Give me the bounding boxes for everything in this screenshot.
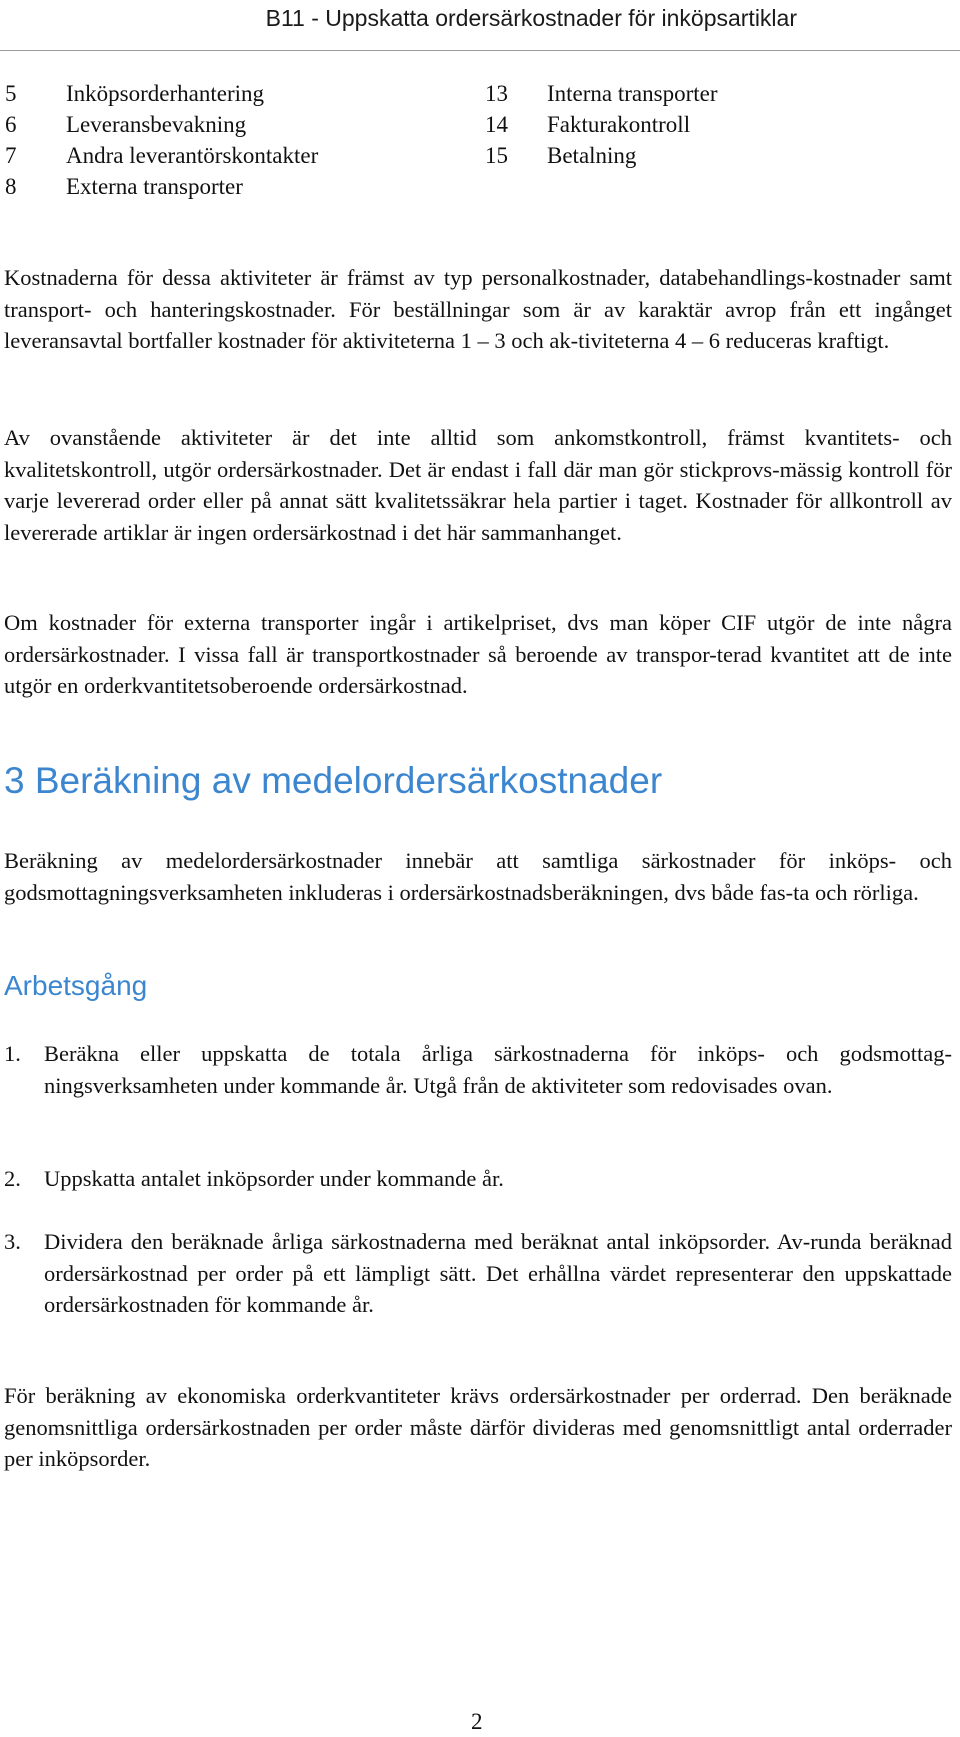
header-title: B11 - Uppskatta ordersärkostnader för inköpsartiklar <box>265 5 797 31</box>
page-number: 2 <box>471 1709 483 1734</box>
activity-number: 6 <box>5 112 17 137</box>
step-text: Uppskatta antalet inköpsorder under kommande år. <box>44 1166 504 1191</box>
activity-number: 15 <box>485 143 508 168</box>
paragraph-order-lines: För beräkning av ekonomiska orderkvantiteter krävs ordersärkostnader per orderrad. Den beräknade genomsnittliga ordersärkostnaden per order måste därför divideras med genomsnittligt antal orderrader per inköpsorder. <box>4 1383 952 1471</box>
list-item <box>485 140 718 171</box>
activity-number: 5 <box>5 81 17 106</box>
activity-label: Fakturakontroll <box>547 112 691 137</box>
activity-number: 8 <box>5 174 17 199</box>
step-number: 1. <box>4 1041 21 1066</box>
activity-label: Andra leverantörskontakter <box>66 143 319 168</box>
activity-label: Leveransbevakning <box>66 112 247 137</box>
step-text: Dividera den beräknade årliga särkostnaderna med beräknat antal inköpsorder. Av-runda beräknad ordersärkostnad per order på ett lämpligt sätt. Det erhållna värdet representerar den uppskattade ordersärkostnaden för kommande år. <box>44 1229 952 1317</box>
step-item <box>4 1226 952 1321</box>
list-item <box>485 78 718 109</box>
list-item <box>5 109 318 140</box>
activity-column-right <box>485 78 718 171</box>
list-item <box>5 78 318 109</box>
step-item <box>4 1038 952 1101</box>
activity-number: 7 <box>5 143 17 168</box>
paragraph-external-transport: Om kostnader för externa transporter ingår i artikelpriset, dvs man köper CIF utgör de inte några ordersärkostnader. I vissa fall är transportkostnader så beroende av transpor-terad kvantitet att de inte utgör en orderkvantitetsoberoende ordersärkostnad. <box>4 610 952 698</box>
step-item <box>4 1163 952 1195</box>
paragraph-arrival-control: Av ovanstående aktiviteter är det inte alltid som ankomstkontroll, främst kvantitets- och kvalitetskontroll, utgör ordersärkostnader. Det är endast i fall där man gör stickprovs-mässig kontroll för varje levererad order eller på annat sätt kvalitetssäkrar hela partier i taget. Kostnader för allkontroll av levererade artiklar är ingen ordersärkostnad i det här sammanhanget. <box>4 425 952 545</box>
list-item <box>5 171 318 202</box>
activity-number: 14 <box>485 112 508 137</box>
list-item <box>485 109 718 140</box>
subsection-heading: Arbetsgång <box>4 970 148 1001</box>
page-header <box>0 0 960 51</box>
activity-label: Externa transporter <box>66 174 243 199</box>
step-text: Beräkna eller uppskatta de totala årliga särkostnaderna för inköps- och godsmottag-ningsverksamheten under kommande år. Utgå från de aktiviteter som redovisades ovan. <box>44 1041 952 1098</box>
activity-column-left <box>5 78 318 202</box>
section-heading: 3 Beräkning av medelordersärkostnader <box>4 760 663 801</box>
activity-label: Inköpsorderhantering <box>66 81 264 106</box>
step-number: 2. <box>4 1166 21 1191</box>
list-item <box>5 140 318 171</box>
activity-label: Betalning <box>547 143 637 168</box>
activity-label: Interna transporter <box>547 81 718 106</box>
paragraph-cost-types: Kostnaderna för dessa aktiviteter är främst av typ personalkostnader, databehandlings-kostnader samt transport- och hanteringskostnader. För beställningar som är av karaktär avrop från ett ingånget leveransavtal bortfaller kostnader för aktiviteterna 1 – 3 och ak-tiviteterna 4 – 6 reduceras kraftigt. <box>4 265 952 353</box>
paragraph-average-cost: Beräkning av medelordersärkostnader innebär att samtliga särkostnader för inköps- och godsmottagningsverksamheten inkluderas i ordersärkostnadsberäkningen, dvs både fas-ta och rörliga. <box>4 848 952 905</box>
activity-number: 13 <box>485 81 508 106</box>
step-number: 3. <box>4 1229 21 1254</box>
